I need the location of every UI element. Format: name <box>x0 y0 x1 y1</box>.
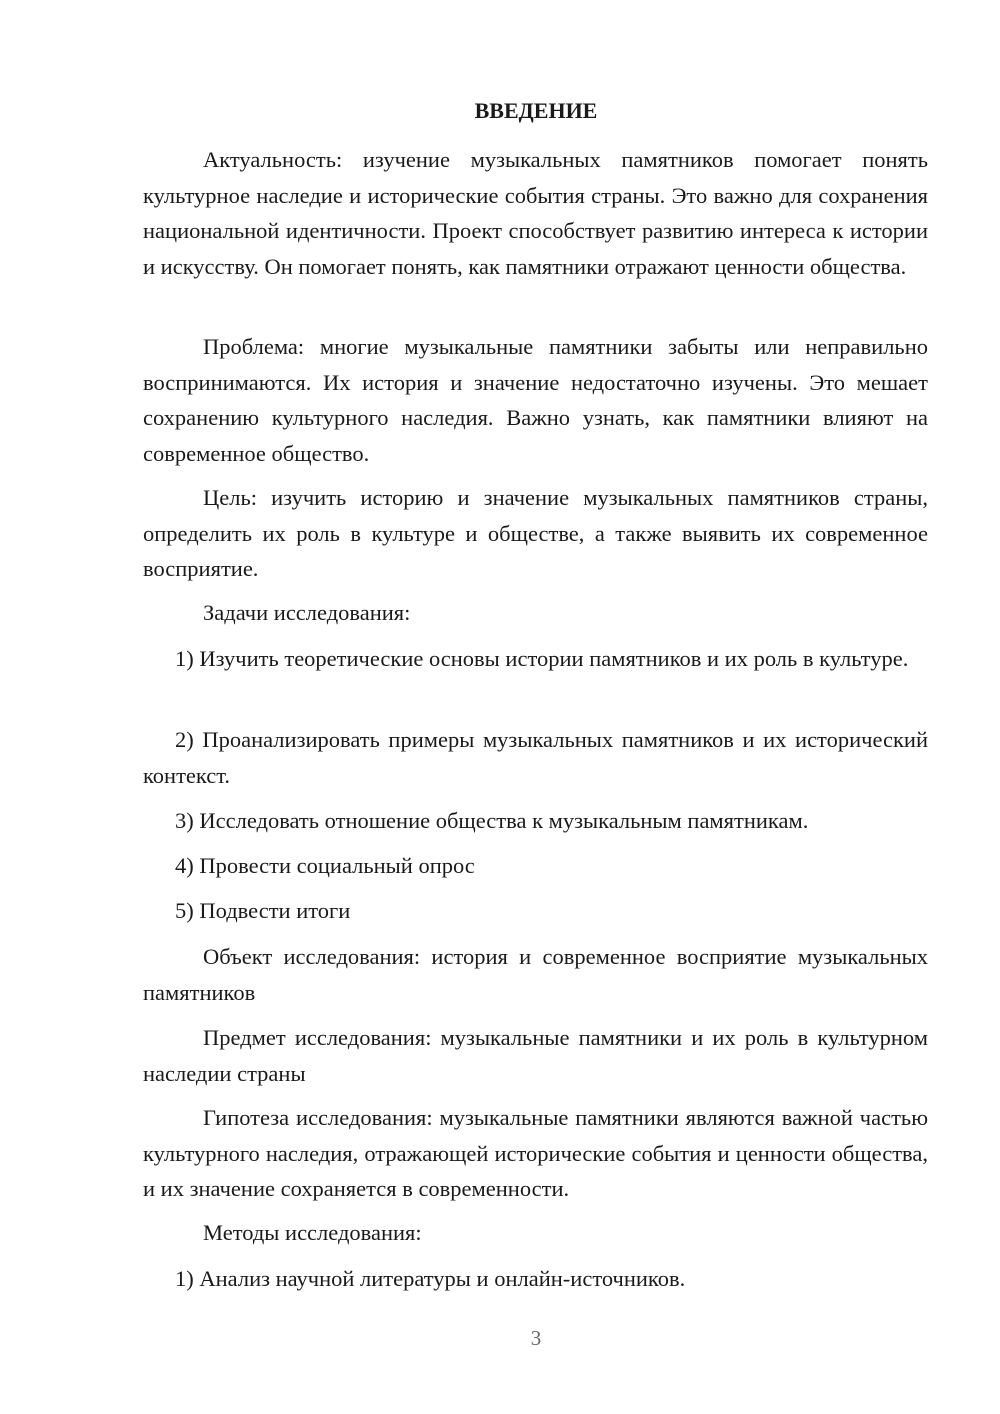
paragraph-methods-heading: Методы исследования: <box>203 1220 422 1245</box>
paragraph-tasks-heading: Задачи исследования: <box>203 600 411 625</box>
list-item-task-2: 2) Проанализировать примеры музыкальных памятников и их исторический контекст. <box>143 727 928 788</box>
paragraph-goal: Цель: изучить историю и значение музыкальных памятников страны, определить их роль в культуре и обществе, а также выявить их современное восприятие. <box>143 485 928 582</box>
paragraph-subject: Предмет исследования: музыкальные памятники и их роль в культурном наследии страны <box>143 1025 928 1086</box>
list-item-task-5: 5) Подвести итоги <box>175 898 351 923</box>
section-title: ВВЕДЕНИЕ <box>474 98 598 123</box>
paragraph-hypothesis: Гипотеза исследования: музыкальные памятники являются важной частью культурного наследия, отражающей исторические события и ценности общества, и их значение сохраняется в современности. <box>143 1105 928 1202</box>
page-number: 3 <box>530 1326 542 1350</box>
list-item-task-4: 4) Провести социальный опрос <box>175 853 475 878</box>
list-item-task-3: 3) Исследовать отношение общества к музыкальным памятникам. <box>175 808 809 833</box>
paragraph-relevance: Актуальность: изучение музыкальных памятников помогает понять культурное наследие и исторические события страны. Это важно для сохранения национальной идентичности. Проект способствует развитию интереса к истории и искусству. Он помогает понять, как памятники отражают ценности общества. <box>143 147 928 279</box>
paragraph-problem: Проблема: многие музыкальные памятники забыты или неправильно воспринимаются. Их история и значение недостаточно изучены. Это мешает сохранению культурного наследия. Важно узнать, как памятники влияют на современное общество. <box>143 334 928 466</box>
list-item-task-1: 1) Изучить теоретические основы истории памятников и их роль в культуре. <box>175 646 909 671</box>
list-item-method-1: 1) Анализ научной литературы и онлайн-источников. <box>175 1266 686 1291</box>
paragraph-object: Объект исследования: история и современное восприятие музыкальных памятников <box>143 944 928 1005</box>
